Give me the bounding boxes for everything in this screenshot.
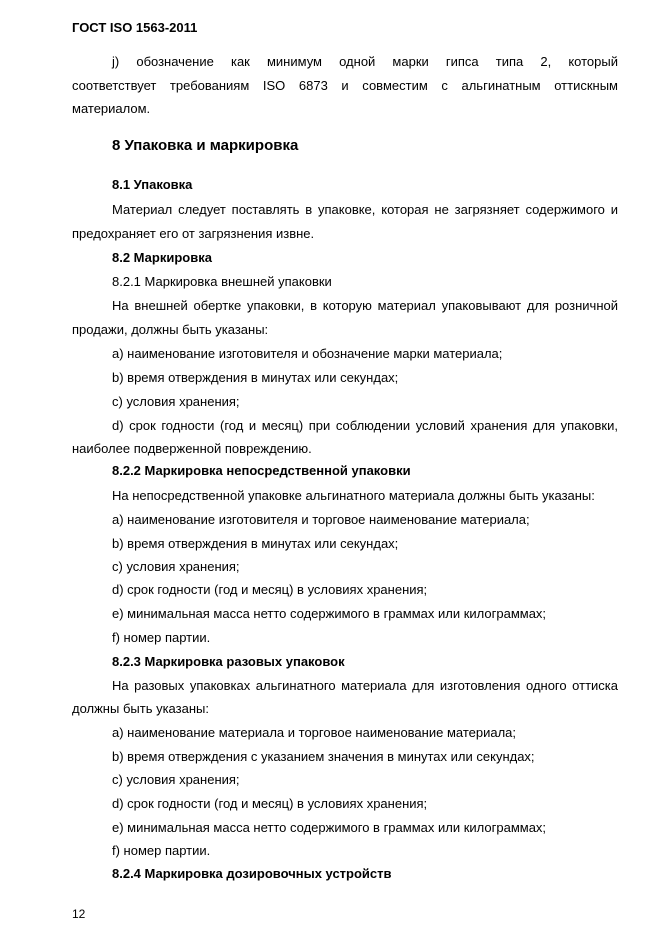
s823-item-d: d) срок годности (год и месяц) в условиях хранения; [112, 796, 428, 811]
s822-item-f: f) номер партии. [112, 630, 211, 645]
s822-item-d: d) срок годности (год и месяц) в условиях хранения; [112, 582, 428, 597]
para-j-line-1: j) обозначение как минимум одной марки гипса типа 2, который [112, 54, 618, 69]
s821-intro-line-1: На внешней обертке упаковки, в которую материал упаковывают для розничной [112, 298, 618, 313]
s821-item-d-line-1: d) срок годности (год и месяц) при соблюдении условий хранения для упаковки, [112, 418, 618, 433]
heading-8-1: 8.1 Упаковка [112, 177, 193, 192]
s823-item-f: f) номер партии. [112, 843, 211, 858]
s822-intro: На непосредственной упаковке альгинатного материала должны быть указаны: [112, 488, 595, 503]
s821-intro-line-2: продажи, должны быть указаны: [72, 322, 269, 337]
heading-8-2-2: 8.2.2 Маркировка непосредственной упаковки [112, 463, 411, 478]
heading-8-2-4: 8.2.4 Маркировка дозировочных устройств [112, 866, 392, 881]
s823-intro-line-2: должны быть указаны: [72, 701, 209, 716]
s823-item-b: b) время отверждения с указанием значения в минутах или секундах; [112, 749, 535, 764]
document-header: ГОСТ ISO 1563-2011 [72, 20, 198, 35]
s821-item-d-line-2: наиболее подверженной повреждению. [72, 441, 312, 456]
s822-item-c: c) условия хранения; [112, 559, 240, 574]
s823-item-a: a) наименование материала и торговое наименование материала; [112, 725, 517, 740]
s823-item-e: e) минимальная масса нетто содержимого в граммах или килограммах; [112, 820, 547, 835]
heading-8-2-1: 8.2.1 Маркировка внешней упаковки [112, 274, 332, 289]
s821-item-c: c) условия хранения; [112, 394, 240, 409]
heading-8-2: 8.2 Маркировка [112, 250, 212, 265]
s822-item-e: e) минимальная масса нетто содержимого в граммах или килограммах; [112, 606, 547, 621]
s822-item-a: a) наименование изготовителя и торговое наименование материала; [112, 512, 530, 527]
para-j-line-2: соответствует требованиям ISO 6873 и совместим с альгинатным оттискным [72, 78, 618, 93]
s823-item-c: c) условия хранения; [112, 772, 240, 787]
para-j-line-3: материалом. [72, 101, 151, 116]
s821-item-a: a) наименование изготовителя и обозначение марки материала; [112, 346, 503, 361]
section-8-heading: 8 Упаковка и маркировка [112, 137, 299, 154]
heading-8-2-3: 8.2.3 Маркировка разовых упаковок [112, 654, 345, 669]
s81-line-1: Материал следует поставлять в упаковке, которая не загрязняет содержимого и [112, 202, 618, 217]
s822-item-b: b) время отверждения в минутах или секундах; [112, 536, 399, 551]
s81-line-2: предохраняет его от загрязнения извне. [72, 226, 315, 241]
page-number: 12 [72, 907, 86, 921]
s823-intro-line-1: На разовых упаковках альгинатного материала для изготовления одного оттиска [112, 678, 618, 693]
s821-item-b: b) время отверждения в минутах или секундах; [112, 370, 399, 385]
